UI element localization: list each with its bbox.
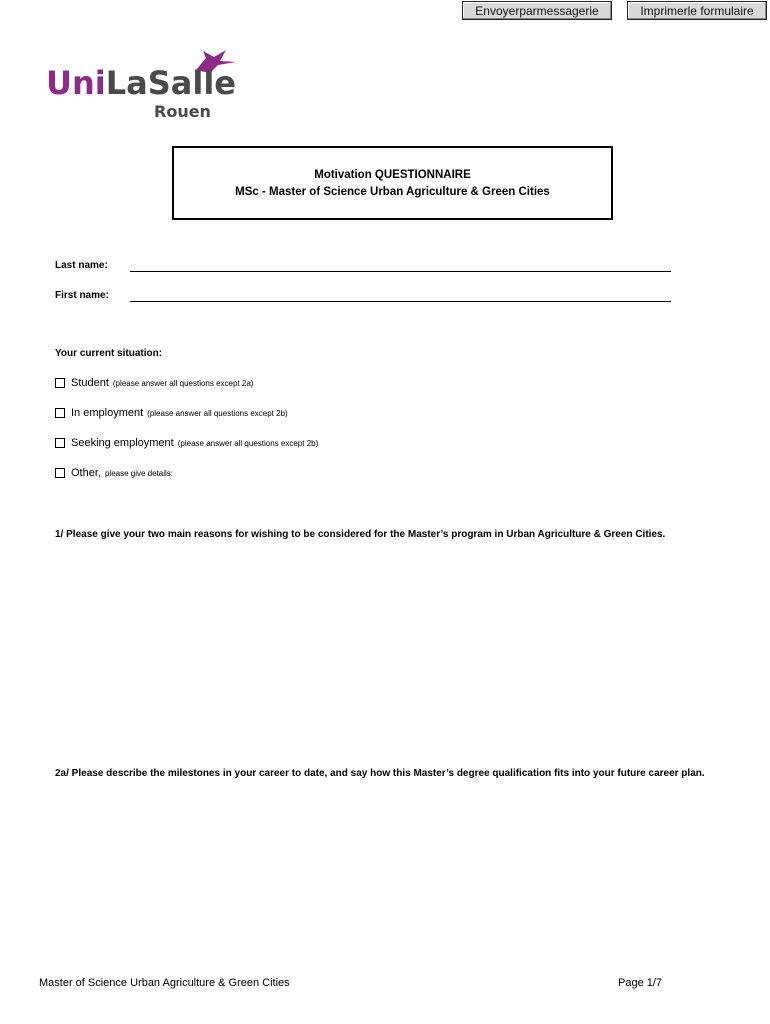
- option-other: [55, 467, 173, 479]
- question-1-answer-field[interactable]: [55, 566, 715, 756]
- other-checkbox[interactable]: [55, 468, 65, 478]
- first-name-label: First name:: [55, 290, 109, 301]
- question-2a-answer-field[interactable]: [55, 805, 715, 965]
- first-name-field[interactable]: [130, 301, 671, 302]
- option-other-label: Other,: [71, 467, 101, 479]
- question-1: 1/ Please give your two main reasons for wishing to be considered for the Master’s program in Urban Agriculture & Green Cities.: [55, 529, 666, 540]
- logo-brand-text: UniLaSalle: [46, 64, 236, 102]
- seeking-employment-checkbox[interactable]: [55, 438, 65, 448]
- option-seeking: [55, 437, 318, 449]
- option-employment-note: (please answer all questions except 2b): [147, 408, 288, 418]
- logo-campus-text: Rouen: [154, 102, 211, 120]
- form-title: Motivation QUESTIONNAIRE: [314, 169, 471, 181]
- option-seeking-label: Seeking employment: [71, 437, 174, 449]
- option-employment: [55, 407, 288, 419]
- option-employment-label: In employment: [71, 407, 144, 419]
- last-name-label: Last name:: [55, 260, 108, 271]
- footer-program: Master of Science Urban Agriculture & Green Cities: [39, 977, 290, 989]
- question-2a: 2a/ Please describe the milestones in your career to date, and say how this Master’s degree qualification fits into your future career plan.: [55, 768, 705, 779]
- option-student-label: Student: [71, 377, 109, 389]
- form-subtitle: MSc - Master of Science Urban Agriculture & Green Cities: [235, 186, 550, 198]
- current-situation-label: Your current situation:: [55, 348, 163, 359]
- unilasalle-logo-mark: [46, 48, 246, 120]
- employment-checkbox[interactable]: [55, 408, 65, 418]
- last-name-field[interactable]: [130, 271, 671, 272]
- option-seeking-note: (please answer all questions except 2b): [177, 438, 319, 448]
- option-student-note: (please answer all questions except 2a): [112, 378, 254, 388]
- option-other-note: please give details:: [104, 468, 174, 478]
- form-title-box: [172, 146, 613, 220]
- footer-page-number: Page 1/7: [618, 977, 663, 989]
- option-student: [55, 377, 253, 389]
- student-checkbox[interactable]: [55, 378, 65, 388]
- print-form-button[interactable]: Imprimerle formulaire: [627, 1, 767, 20]
- send-by-email-button[interactable]: Envoyerparmessagerie: [462, 1, 612, 20]
- unilasalle-logo: [46, 48, 246, 120]
